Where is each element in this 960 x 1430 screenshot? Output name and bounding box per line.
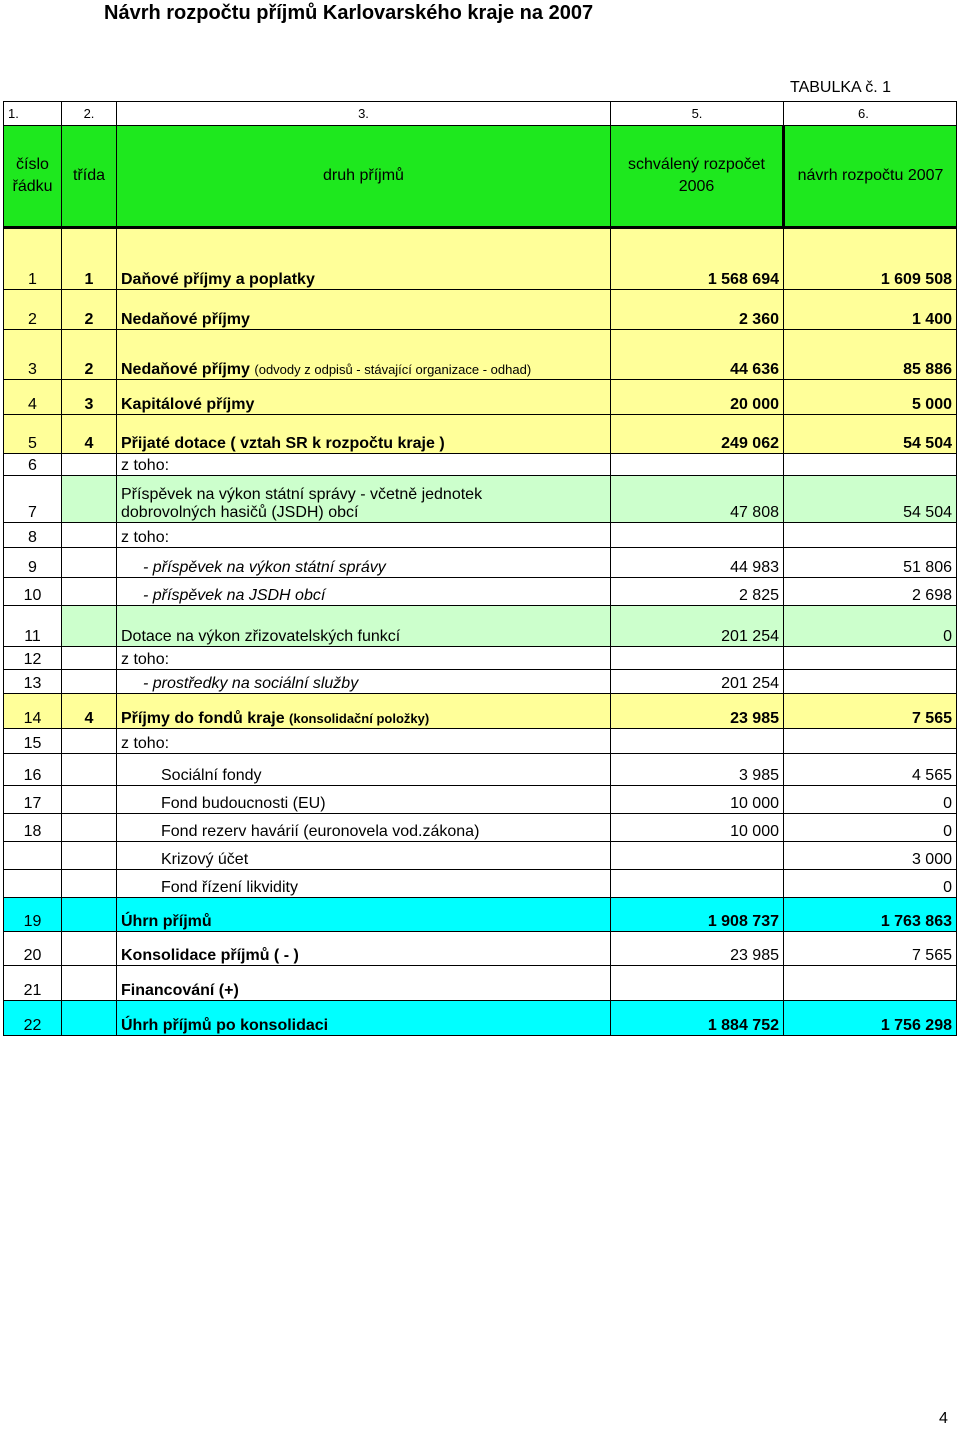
class-cell — [62, 523, 117, 548]
class-cell: 2 — [62, 290, 117, 330]
row-number: 10 — [4, 578, 62, 606]
approved-cell: 249 062 — [611, 415, 784, 454]
approved-cell: 23 985 — [611, 932, 784, 966]
class-cell — [62, 870, 117, 898]
row-number: 19 — [4, 898, 62, 932]
table-row — [4, 898, 957, 932]
table-row — [4, 647, 957, 670]
class-cell — [62, 454, 117, 476]
label-cell: Úhrh příjmů po konsolidaci — [117, 1001, 611, 1036]
header-class: třída — [62, 126, 117, 228]
class-cell — [62, 842, 117, 870]
proposal-cell: 7 565 — [784, 932, 957, 966]
proposal-cell — [784, 729, 957, 754]
class-cell: 3 — [62, 380, 117, 415]
row-number: 5 — [4, 415, 62, 454]
row-number: 11 — [4, 606, 62, 647]
label-cell — [117, 330, 611, 380]
row-number: 15 — [4, 729, 62, 754]
label-cell: - prostředky na sociální služby — [117, 670, 611, 694]
class-cell — [62, 754, 117, 786]
header-proposal: návrh rozpočtu 2007 — [784, 126, 957, 228]
table-row — [4, 454, 957, 476]
row-number: 8 — [4, 523, 62, 548]
class-cell — [62, 476, 117, 523]
label-cell: z toho: — [117, 647, 611, 670]
approved-cell: 2 825 — [611, 578, 784, 606]
row-number — [4, 870, 62, 898]
label-cell: - příspěvek na výkon státní správy — [117, 548, 611, 578]
table-row — [4, 786, 957, 814]
page-number: 4 — [939, 1410, 948, 1427]
approved-cell: 44 636 — [611, 330, 784, 380]
row-number: 2 — [4, 290, 62, 330]
label-text: Nedaňové příjmy — [121, 361, 250, 378]
class-cell — [62, 814, 117, 842]
label-cell: Krizový účet — [117, 842, 611, 870]
page-title: Návrh rozpočtu příjmů Karlovarského kraje na 2007 — [104, 2, 594, 24]
row-number: 21 — [4, 966, 62, 1001]
row-number: 3 — [4, 330, 62, 380]
column-number: 5. — [611, 102, 784, 126]
table-row — [4, 932, 957, 966]
class-cell — [62, 966, 117, 1001]
proposal-cell: 4 565 — [784, 754, 957, 786]
table-row — [4, 578, 957, 606]
approved-cell — [611, 842, 784, 870]
proposal-cell — [784, 966, 957, 1001]
approved-cell: 10 000 — [611, 814, 784, 842]
approved-cell — [611, 870, 784, 898]
proposal-cell — [784, 647, 957, 670]
label-note: (konsolidační položky) — [289, 711, 430, 726]
row-number: 6 — [4, 454, 62, 476]
table-row — [4, 966, 957, 1001]
label-cell: Přijaté dotace ( vztah SR k rozpočtu kraje ) — [117, 415, 611, 454]
table-row — [4, 694, 957, 729]
proposal-cell: 54 504 — [784, 476, 957, 523]
proposal-cell — [784, 454, 957, 476]
row-number: 13 — [4, 670, 62, 694]
table-row — [4, 870, 957, 898]
table-row — [4, 842, 957, 870]
proposal-cell: 85 886 — [784, 330, 957, 380]
table-row — [4, 729, 957, 754]
label-text: Příjmy do fondů kraje — [121, 710, 285, 727]
label-cell: - příspěvek na JSDH obcí — [117, 578, 611, 606]
header-row — [4, 126, 957, 228]
class-cell: 4 — [62, 415, 117, 454]
class-cell — [62, 1001, 117, 1036]
approved-cell — [611, 454, 784, 476]
proposal-cell: 1 756 298 — [784, 1001, 957, 1036]
column-number: 1. — [4, 102, 62, 126]
class-cell — [62, 647, 117, 670]
proposal-cell: 0 — [784, 814, 957, 842]
proposal-cell: 1 763 863 — [784, 898, 957, 932]
table-row — [4, 415, 957, 454]
class-cell — [62, 548, 117, 578]
table-row — [4, 606, 957, 647]
label-cell: Sociální fondy — [117, 754, 611, 786]
label-cell — [117, 476, 611, 523]
proposal-cell: 0 — [784, 606, 957, 647]
column-number: 3. — [117, 102, 611, 126]
row-number — [4, 842, 62, 870]
approved-cell — [611, 523, 784, 548]
proposal-cell: 3 000 — [784, 842, 957, 870]
label-cell: Kapitálové příjmy — [117, 380, 611, 415]
class-cell — [62, 729, 117, 754]
approved-cell: 201 254 — [611, 606, 784, 647]
label-note: (odvody z odpisů - stávající organizace - odhad) — [254, 362, 532, 377]
label-cell: Financování (+) — [117, 966, 611, 1001]
label-cell: Nedaňové příjmy — [117, 290, 611, 330]
label-cell: Fond budoucnosti (EU) — [117, 786, 611, 814]
table-row — [4, 670, 957, 694]
approved-cell — [611, 966, 784, 1001]
class-cell — [62, 670, 117, 694]
proposal-cell: 7 565 — [784, 694, 957, 729]
proposal-cell: 1 400 — [784, 290, 957, 330]
approved-cell: 44 983 — [611, 548, 784, 578]
class-cell: 4 — [62, 694, 117, 729]
approved-cell: 1 884 752 — [611, 1001, 784, 1036]
class-cell: 1 — [62, 228, 117, 290]
label-cell: Konsolidace příjmů ( - ) — [117, 932, 611, 966]
table-row — [4, 1001, 957, 1036]
proposal-cell: 0 — [784, 786, 957, 814]
label-cell: Dotace na výkon zřizovatelských funkcí — [117, 606, 611, 647]
table-label: TABULKA č. 1 — [790, 79, 892, 96]
proposal-cell — [784, 670, 957, 694]
class-cell — [62, 786, 117, 814]
approved-cell: 1 568 694 — [611, 228, 784, 290]
proposal-cell: 1 609 508 — [784, 228, 957, 290]
approved-cell — [611, 729, 784, 754]
approved-cell: 2 360 — [611, 290, 784, 330]
approved-cell: 3 985 — [611, 754, 784, 786]
header-row-number: číslo řádku — [4, 126, 62, 228]
row-number: 20 — [4, 932, 62, 966]
approved-cell: 20 000 — [611, 380, 784, 415]
proposal-cell: 2 698 — [784, 578, 957, 606]
header-type: druh příjmů — [117, 126, 611, 228]
class-cell — [62, 898, 117, 932]
approved-cell: 10 000 — [611, 786, 784, 814]
column-number: 6. — [784, 102, 957, 126]
table-row — [4, 754, 957, 786]
proposal-cell: 0 — [784, 870, 957, 898]
approved-cell: 47 808 — [611, 476, 784, 523]
class-cell — [62, 578, 117, 606]
label-cell: z toho: — [117, 454, 611, 476]
row-number: 7 — [4, 476, 62, 523]
class-cell — [62, 606, 117, 647]
proposal-cell — [784, 523, 957, 548]
label-line-2: dobrovolných hasičů (JSDH) obcí — [121, 504, 359, 521]
row-number: 16 — [4, 754, 62, 786]
column-number-row — [4, 102, 957, 126]
row-number: 9 — [4, 548, 62, 578]
row-number: 1 — [4, 228, 62, 290]
row-number: 22 — [4, 1001, 62, 1036]
table-row — [4, 548, 957, 578]
header-approved: schválený rozpočet 2006 — [611, 126, 784, 228]
table-row — [4, 380, 957, 415]
column-number: 2. — [62, 102, 117, 126]
approved-cell: 201 254 — [611, 670, 784, 694]
label-cell: Fond řízení likvidity — [117, 870, 611, 898]
table-row — [4, 228, 957, 290]
table-row — [4, 330, 957, 380]
label-cell: Úhrn příjmů — [117, 898, 611, 932]
approved-cell: 1 908 737 — [611, 898, 784, 932]
label-line-1: Příspěvek na výkon státní správy - včetně jednotek — [121, 486, 483, 503]
row-number: 17 — [4, 786, 62, 814]
proposal-cell: 5 000 — [784, 380, 957, 415]
label-cell: Fond rezerv havárií (euronovela vod.zákona) — [117, 814, 611, 842]
class-cell: 2 — [62, 330, 117, 380]
proposal-cell: 51 806 — [784, 548, 957, 578]
label-cell: z toho: — [117, 729, 611, 754]
class-cell — [62, 932, 117, 966]
row-number: 12 — [4, 647, 62, 670]
table-row — [4, 523, 957, 548]
table-row — [4, 290, 957, 330]
label-cell — [117, 694, 611, 729]
approved-cell — [611, 647, 784, 670]
budget-table — [3, 101, 957, 1036]
approved-cell: 23 985 — [611, 694, 784, 729]
row-number: 4 — [4, 380, 62, 415]
label-cell: z toho: — [117, 523, 611, 548]
label-cell: Daňové příjmy a poplatky — [117, 228, 611, 290]
row-number: 14 — [4, 694, 62, 729]
table-row — [4, 476, 957, 523]
row-number: 18 — [4, 814, 62, 842]
table-row — [4, 814, 957, 842]
proposal-cell: 54 504 — [784, 415, 957, 454]
